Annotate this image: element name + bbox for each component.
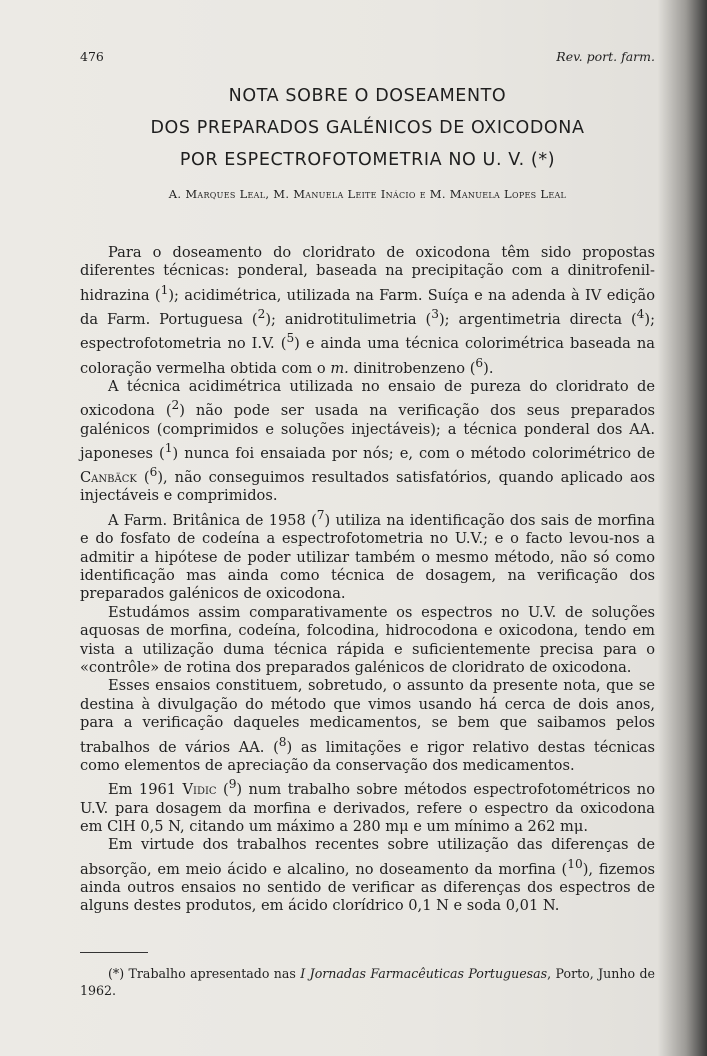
citation-ref: 9 bbox=[228, 777, 237, 792]
event-name: I Jornadas Farmacêuticas Portuguesas bbox=[300, 966, 548, 981]
paragraph-1: Para o doseamento do cloridrato de oxicodona têm sido propostas diferentes técnicas: ponderal, baseada na precipitação com a dinitrofenil-hidrazina ($^1$); acidimétrica, utilizada na Farm. Suíça e na adenda à IV edição da Farm. Portuguesa ($^2$); anidrotitulimetria ($^3$); argentimetria directa ($^4$); espectrofotometria no I.V. ($^5$) e ainda uma técnica colorimétrica baseada na coloração vermelha obtida com o m. dinitrobenzeno ($^6$). bbox=[80, 244, 655, 377]
paragraph-6: Em 1961 Vidic ($^9$) num trabalho sobre métodos espectrofotométricos no U.V. para dosagem da morfina e derivados, refere o espectro da oxicodona em ClH 0,5 N, citando um máximo a 280 mμ e um mínimo a 262 mμ. bbox=[80, 777, 655, 835]
citation-ref: 5 bbox=[286, 331, 295, 346]
citation-ref: 4 bbox=[636, 307, 645, 322]
paragraph-3: A Farm. Britânica de 1958 ($^7$) utiliza na identificação dos sais de morfina e do fosfato de codeína a espectrofotometria no U.V.; e o facto levou-nos a admitir a hipótese de poder utilizar também o mesmo método, não só como identificação mas ainda como técnica de dosagem, na verificação dos preparados galénicos de oxicodona. bbox=[80, 507, 655, 603]
paragraph-2: A técnica acidimétrica utilizada no ensaio de pureza do cloridrato de oxicodona ($^2$) não pode ser usada na verificação dos seus preparados galénicos (comprimidos e soluções injectáveis); a técnica ponderal dos AA. japoneses ($^1$) nunca foi ensaiada por nós; e, com o método colorimétrico de Canbäck ($^6$), não conseguimos resultados satisfatórios, quando aplicado aos injectáveis e comprimidos. bbox=[80, 377, 655, 505]
footnote: (*) Trabalho apresentado nas I Jornadas Farmacêuticas Portuguesas, Porto, Junho de 1962. bbox=[80, 966, 655, 998]
citation-ref: 8 bbox=[278, 734, 287, 749]
citation-ref: 1 bbox=[160, 282, 169, 297]
page-number: 476 bbox=[80, 49, 104, 64]
author-name: Vidic bbox=[182, 781, 217, 799]
article-body bbox=[80, 244, 655, 916]
paragraph-4: Estudámos assim comparativamente os espectros no U.V. de soluções aquosas de morfina, codeína, folcodina, hidrocodona e oxicodona, tendo em vista a utilização duma técnica rápida e suficientemente precisa para o «contrôle» de rotina dos preparados galénicos de cloridrato de oxicodona. bbox=[80, 603, 655, 676]
citation-ref: 1 bbox=[164, 440, 173, 455]
article-title bbox=[80, 80, 655, 176]
footnote-mark: (*) bbox=[108, 966, 125, 981]
title-line-2: DOS PREPARADOS GALÉNICOS DE OXICODONA bbox=[150, 118, 585, 138]
citation-ref: 7 bbox=[316, 507, 325, 522]
paragraph-5: Esses ensaios constituem, sobretudo, o assunto da presente nota, que se destina à divulgação do método que vimos usando há cerca de dois anos, para a verificação daqueles medicamentos, se bem que saibamos pelos trabalhos de vários AA. ($^8$) as limitações e rigor relativo destas técnicas como elementos de apreciação da conservação dos medicamentos. bbox=[80, 677, 655, 774]
citation-ref: 2 bbox=[257, 307, 266, 322]
author-list: A. Marques Leal, M. Manuela Leite Inácio e M. Manuela Lopes Leal bbox=[168, 187, 567, 201]
citation-ref: 6 bbox=[475, 355, 484, 370]
title-line-3: POR ESPECTROFOTOMETRIA NO U. V. (*) bbox=[179, 150, 556, 170]
citation-ref: 6 bbox=[149, 465, 158, 480]
author-name: Canbäck bbox=[80, 469, 137, 487]
footnote-divider bbox=[80, 952, 148, 953]
citation-ref: 2 bbox=[171, 398, 180, 413]
running-header bbox=[80, 49, 655, 65]
citation-ref: 3 bbox=[431, 307, 439, 322]
paragraph-7: Em virtude dos trabalhos recentes sobre utilização das diferenças de absorção, em meio ácido e alcalino, no doseamento da morfina ($^{10}$), fizemos ainda outros ensaios no sentido de verificar as diferenças dos espectros de alguns destes produtos, em ácido clorídrico 0,1 N e soda 0,01 N. bbox=[80, 836, 655, 915]
title-line-1: NOTA SOBRE O DOSEAMENTO bbox=[228, 86, 507, 106]
citation-ref: 10 bbox=[567, 856, 583, 871]
journal-name: Rev. port. farm. bbox=[556, 49, 655, 64]
